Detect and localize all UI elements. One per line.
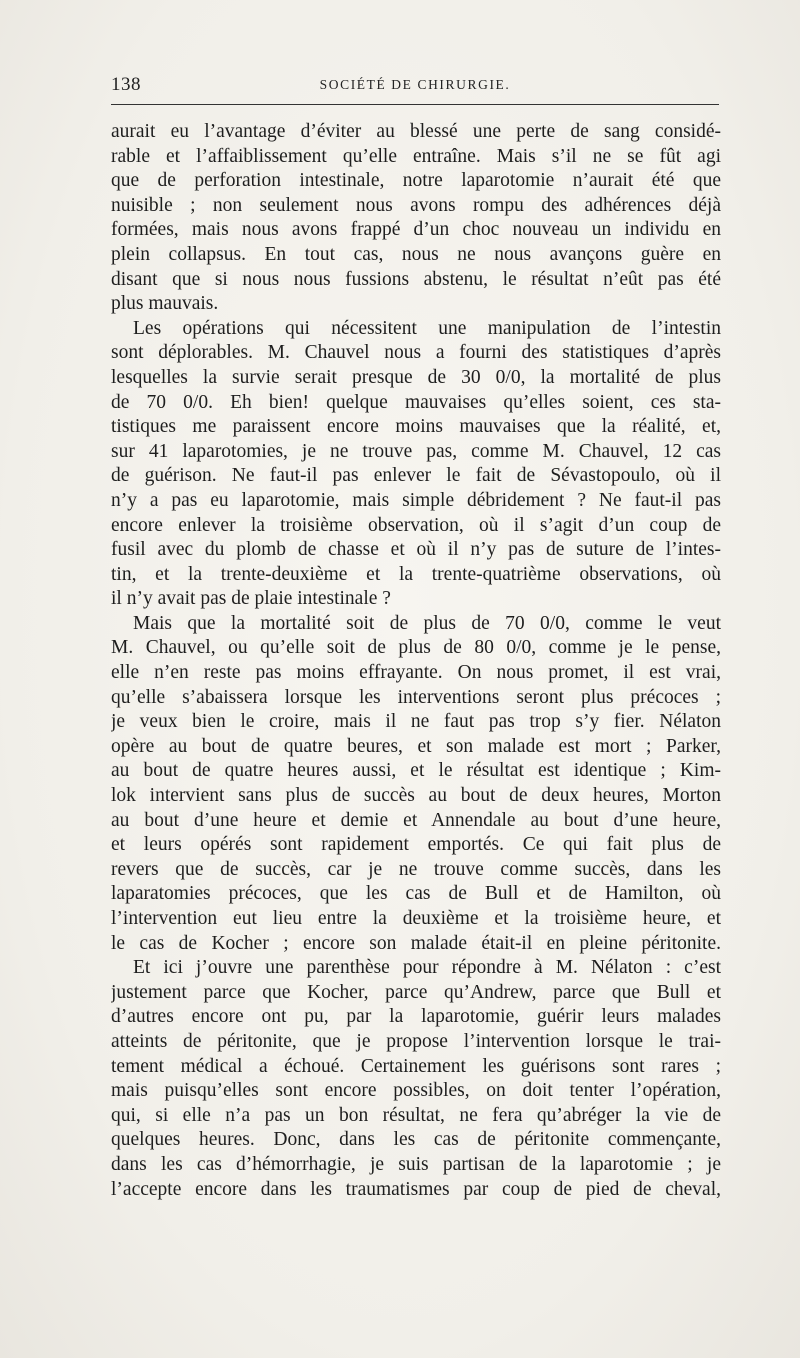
text-line: rable et l’affaiblissement qu’elle entraîne. Mais s’il ne se fût agi — [111, 145, 721, 167]
text-line: lok intervient sans plus de succès au bout de deux heures, Morton — [111, 785, 721, 807]
text-line: n’y a pas eu laparotomie, mais simple débridement ? Ne faut-il pas — [111, 489, 721, 511]
text-line: le cas de Kocher ; encore son malade était-il en pleine péritonite. — [111, 932, 721, 954]
text-line: atteints de péritonite, que je propose l’intervention lorsque le trai- — [111, 1030, 721, 1052]
text-line: justement parce que Kocher, parce qu’Andrew, parce que Bull et — [111, 981, 721, 1003]
text-line: laparatomies précoces, que les cas de Bull et de Hamilton, où — [111, 883, 721, 905]
text-line: l’intervention eut lieu entre la deuxième et la troisième heure, et — [111, 908, 721, 929]
text-line: Les opérations qui nécessitent une manipulation de l’intestin — [133, 317, 721, 339]
text-line: d’autres encore ont pu, par la laparotomie, guérir leurs malades — [111, 1006, 721, 1028]
text-line: revers que de succès, car je ne trouve comme succès, dans les — [111, 858, 721, 880]
page-number: 138 — [111, 74, 141, 95]
text-line: au bout de quatre heures aussi, et le résultat est identique ; Kim- — [111, 760, 721, 782]
text-line: qui, si elle n’a pas un bon résultat, ne fera qu’abréger la vie de — [111, 1104, 721, 1126]
text-line: sont déplorables. M. Chauvel nous a fourni des statistiques d’après — [111, 342, 721, 364]
header-rule — [111, 104, 719, 105]
text-line: opère au bout de quatre beures, et son malade est mort ; Parker, — [111, 735, 721, 757]
text-line: tement médical a échoué. Certainement les guérisons sont rares ; — [111, 1055, 721, 1077]
text-line: plein collapsus. En tout cas, nous ne nous avançons guère en — [111, 243, 721, 265]
text-line: encore enlever la troisième observation, où il s’agit d’un coup de — [111, 514, 721, 536]
text-line: lesquelles la survie serait presque de 30 0/0, la mortalité de plus — [111, 366, 721, 388]
text-line: mais puisqu’elles sont encore possibles, on doit tenter l’opération, — [111, 1080, 721, 1102]
text-line: de guérison. Ne faut-il pas enlever le fait de Sévastopoulo, où il — [111, 465, 721, 487]
text-line: disant que si nous nous fussions abstenu, le résultat n’eût pas été — [111, 268, 721, 290]
text-line: sur 41 laparotomies, je ne trouve pas, comme M. Chauvel, 12 cas — [111, 440, 721, 462]
text-line: dans les cas d’hémorrhagie, je suis partisan de la laparotomie ; je — [111, 1153, 721, 1175]
text-line: l’accepte encore dans les traumatismes par coup de pied de cheval, — [111, 1178, 721, 1200]
text-line: tin, et la trente-deuxième et la trente-quatrième observations, où — [111, 563, 721, 585]
text-line: quelques heures. Donc, dans les cas de péritonite commençante, — [111, 1129, 721, 1151]
text-line: au bout d’une heure et demie et Annendale au bout d’une heure, — [111, 809, 721, 831]
text-line: tistiques me paraissent encore moins mauvaises que la réalité, et, — [111, 416, 721, 438]
text-line: elle n’en reste pas moins effrayante. On nous promet, il est vrai, — [111, 662, 721, 684]
text-line: nuisible ; non seulement nous avons rompu des adhérences déjà — [111, 194, 721, 216]
text-line: M. Chauvel, ou qu’elle soit de plus de 80 0/0, comme je le pense, — [111, 637, 721, 659]
text-line: formées, mais nous avons frappé d’un choc nouveau un individu en — [111, 219, 721, 241]
text-line: aurait eu l’avantage d’éviter au blessé une perte de sang considé- — [111, 121, 721, 142]
text-line: je veux bien le croire, mais il ne faut pas trop s’y fier. Nélaton — [111, 711, 721, 733]
text-line: et leurs opérés sont rapidement emportés. Ce qui fait plus de — [111, 834, 721, 856]
text-line: plus mauvais. — [111, 293, 219, 315]
text-line: de 70 0/0. Eh bien! quelque mauvaises qu’elles soient, ces sta- — [111, 391, 721, 413]
text-line: Et ici j’ouvre une parenthèse pour répondre à M. Nélaton : c’est — [133, 957, 721, 979]
running-head: SOCIÉTÉ DE CHIRURGIE. — [319, 77, 511, 92]
text-line: il n’y avait pas de plaie intestinale ? — [111, 588, 391, 610]
text-line: Mais que la mortalité soit de plus de 70 0/0, comme le veut — [133, 612, 721, 634]
body-text — [111, 120, 721, 1202]
text-line: qu’elle s’abaissera lorsque les interventions seront plus précoces ; — [111, 686, 721, 708]
page-header — [111, 70, 719, 100]
text-line: fusil avec du plomb de chasse et où il n’y pas de suture de l’intes- — [111, 539, 721, 561]
text-line: que de perforation intestinale, notre laparotomie n’aurait été que — [111, 170, 721, 192]
